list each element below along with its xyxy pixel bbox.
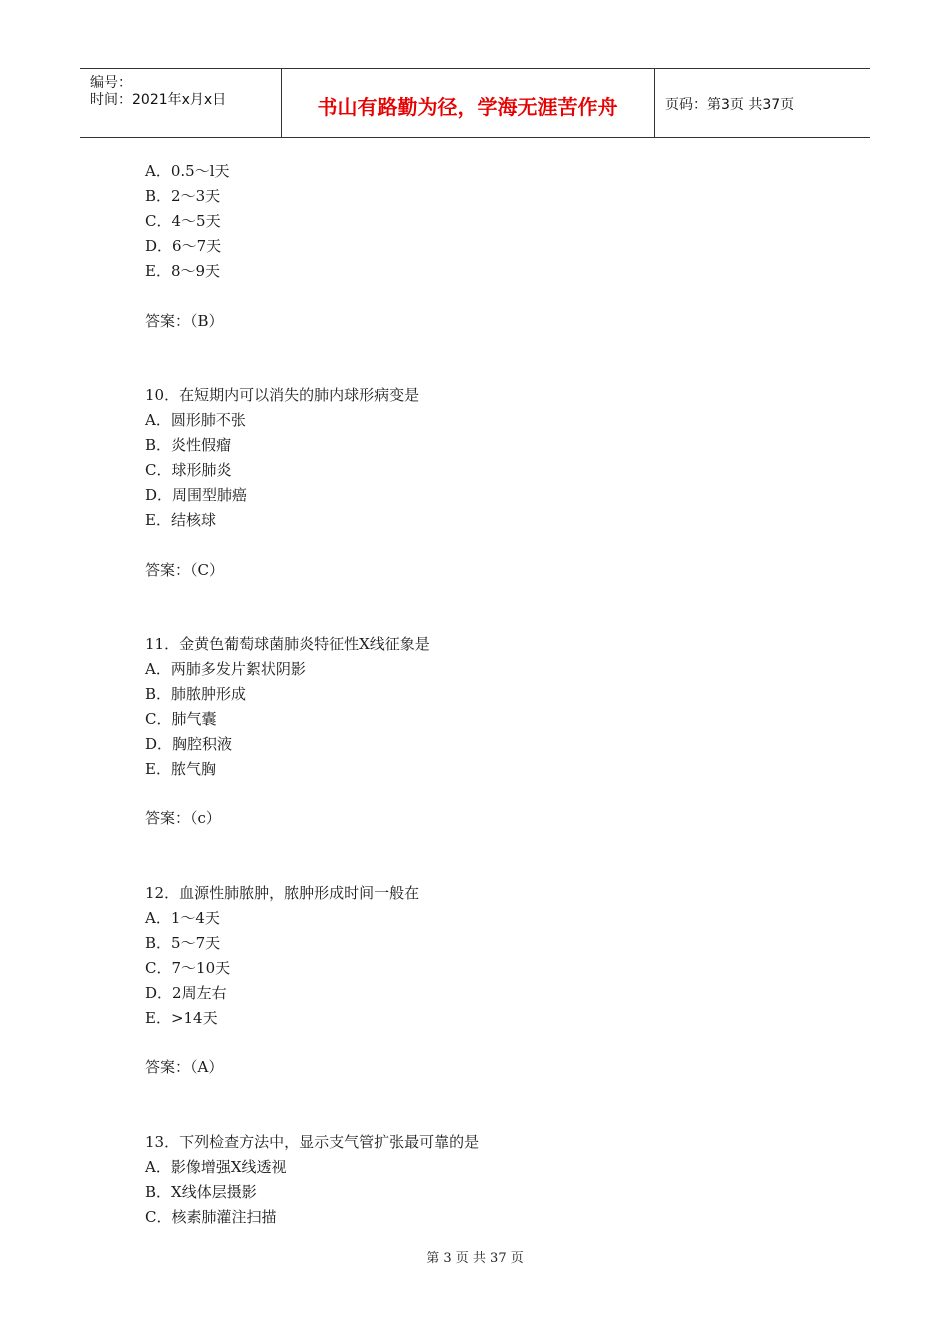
- q13-option-b: B．X线体层摄影: [145, 1183, 257, 1201]
- q11-option-e: E．脓气胸: [145, 760, 216, 778]
- q11-answer: 答案：（c）: [145, 809, 221, 827]
- q10-answer: 答案：（C）: [145, 561, 224, 579]
- q12-option-c: C．7～10天: [145, 959, 231, 977]
- page-header: [80, 68, 870, 138]
- q13-option-c: C．核素肺灌注扫描: [145, 1208, 277, 1226]
- header-left-cell: [80, 69, 282, 137]
- date-label: 时间：2021年x月x日: [90, 92, 227, 108]
- q9-option-b: B．2～3天: [145, 187, 221, 205]
- q9-answer: 答案：（B）: [145, 312, 224, 330]
- q13-option-a: A．影像增强X线透视: [145, 1158, 287, 1176]
- q10-option-c: C．球形肺炎: [145, 461, 232, 479]
- q11-option-c: C．肺气囊: [145, 710, 217, 728]
- q12-option-b: B．5～7天: [145, 934, 221, 952]
- q9-option-d: D．6～7天: [145, 237, 222, 255]
- header-middle-cell: [281, 69, 655, 137]
- q12-stem: 12．血源性肺脓肿，脓肿形成时间一般在: [145, 884, 420, 902]
- q9-option-a: A．0.5～l天: [145, 162, 230, 180]
- page-footer: [0, 1247, 950, 1266]
- q12-option-a: A．1～4天: [145, 909, 220, 927]
- footer-page-number: 第 3 页 共 37 页: [426, 1251, 524, 1266]
- q11-option-b: B．肺脓肿形成: [145, 685, 247, 703]
- q12-answer: 答案：（A）: [145, 1058, 224, 1076]
- q10-option-a: A．圆形肺不张: [145, 411, 246, 429]
- q10-stem: 10．在短期内可以消失的肺内球形病变是: [145, 386, 420, 404]
- header-page-info: 页码：第3页 共37页: [665, 97, 795, 113]
- q11-option-a: A．两肺多发片絮状阴影: [145, 660, 306, 678]
- q11-option-d: D．胸腔积液: [145, 735, 233, 753]
- q10-option-b: B．炎性假瘤: [145, 436, 232, 454]
- header-right-cell: [655, 69, 870, 137]
- serial-number-label: 编号：: [90, 75, 132, 91]
- q10-option-d: D．周围型肺癌: [145, 486, 248, 504]
- q11-stem: 11．金黄色葡萄球菌肺炎特征性X线征象是: [145, 635, 430, 653]
- q10-option-e: E．结核球: [145, 511, 216, 529]
- header-motto: 书山有路勤为径，学海无涯苦作舟: [317, 95, 618, 119]
- q13-stem: 13．下列检查方法中，显示支气管扩张最可靠的是: [145, 1133, 480, 1151]
- q12-option-d: D．2周左右: [145, 984, 227, 1002]
- q9-option-c: C．4～5天: [145, 212, 221, 230]
- q9-option-e: E．8～9天: [145, 262, 221, 280]
- q12-option-e: E．>14天: [145, 1009, 218, 1027]
